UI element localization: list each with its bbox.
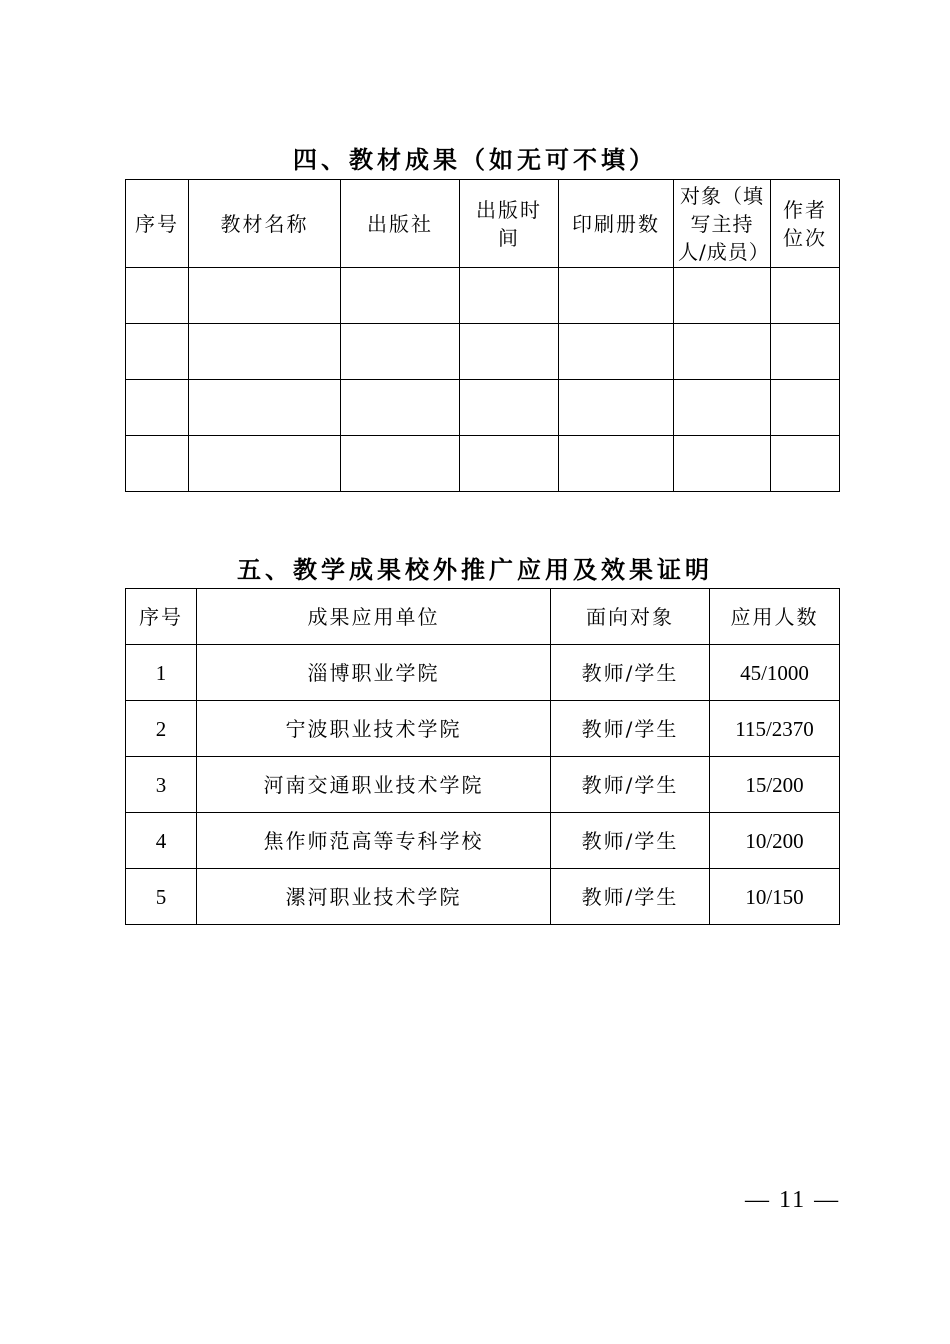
table-cell [674, 436, 771, 492]
row-index: 2 [126, 701, 197, 757]
table-header-row [126, 589, 840, 645]
audience-cell: 教师/学生 [551, 757, 710, 813]
header-cell: 教材名称 [189, 180, 341, 268]
table-cell [126, 380, 189, 436]
table-cell [341, 436, 460, 492]
page-number: — 11 — [745, 1187, 841, 1213]
table-cell [189, 436, 341, 492]
table-cell [460, 268, 559, 324]
table-cell [559, 324, 674, 380]
header-cell: 出版时间 [460, 180, 559, 268]
table-row [126, 380, 840, 436]
table-cell [771, 268, 840, 324]
table-row [126, 268, 840, 324]
row-index: 3 [126, 757, 197, 813]
unit-cell: 漯河职业技术学院 [197, 869, 551, 925]
count-cell: 45/1000 [710, 645, 840, 701]
count-cell: 10/150 [710, 869, 840, 925]
header-cell: 印刷册数 [559, 180, 674, 268]
table-row [126, 701, 840, 757]
row-index: 5 [126, 869, 197, 925]
table-cell [189, 324, 341, 380]
unit-cell: 淄博职业学院 [197, 645, 551, 701]
unit-cell: 焦作师范高等专科学校 [197, 813, 551, 869]
row-index: 1 [126, 645, 197, 701]
table-cell [771, 436, 840, 492]
audience-cell: 教师/学生 [551, 645, 710, 701]
unit-cell: 宁波职业技术学院 [197, 701, 551, 757]
header-cell: 面向对象 [551, 589, 710, 645]
table-cell [126, 268, 189, 324]
application-table [125, 588, 840, 925]
table-cell [559, 268, 674, 324]
header-cell: 序号 [126, 589, 197, 645]
unit-cell: 河南交通职业技术学院 [197, 757, 551, 813]
table-row [126, 869, 840, 925]
header-cell: 成果应用单位 [197, 589, 551, 645]
header-cell: 对象（填写主持人/成员） [674, 180, 771, 268]
table-cell [189, 380, 341, 436]
table-cell [341, 324, 460, 380]
table-cell [559, 436, 674, 492]
table-cell [460, 380, 559, 436]
row-index: 4 [126, 813, 197, 869]
table-cell [674, 268, 771, 324]
header-cell: 序号 [126, 180, 189, 268]
table-row [126, 813, 840, 869]
count-cell: 10/200 [710, 813, 840, 869]
table-cell [771, 380, 840, 436]
header-cell: 应用人数 [710, 589, 840, 645]
header-cell: 作者位次 [771, 180, 840, 268]
audience-cell: 教师/学生 [551, 701, 710, 757]
table-cell [460, 324, 559, 380]
table-cell [674, 324, 771, 380]
table-cell [126, 324, 189, 380]
count-cell: 15/200 [710, 757, 840, 813]
table-row [126, 645, 840, 701]
table-row [126, 324, 840, 380]
audience-cell: 教师/学生 [551, 813, 710, 869]
header-cell: 出版社 [341, 180, 460, 268]
table-cell [189, 268, 341, 324]
section4-title: 四、教材成果（如无可不填） [293, 145, 657, 174]
table-header-row [126, 180, 840, 268]
table-cell [771, 324, 840, 380]
table-cell [559, 380, 674, 436]
table-cell [674, 380, 771, 436]
table-cell [341, 268, 460, 324]
section5-title: 五、教学成果校外推广应用及效果证明 [237, 555, 713, 584]
count-cell: 115/2370 [710, 701, 840, 757]
table-cell [460, 436, 559, 492]
textbook-table [125, 179, 840, 492]
table-row [126, 436, 840, 492]
table-cell [126, 436, 189, 492]
table-row [126, 757, 840, 813]
audience-cell: 教师/学生 [551, 869, 710, 925]
table-cell [341, 380, 460, 436]
